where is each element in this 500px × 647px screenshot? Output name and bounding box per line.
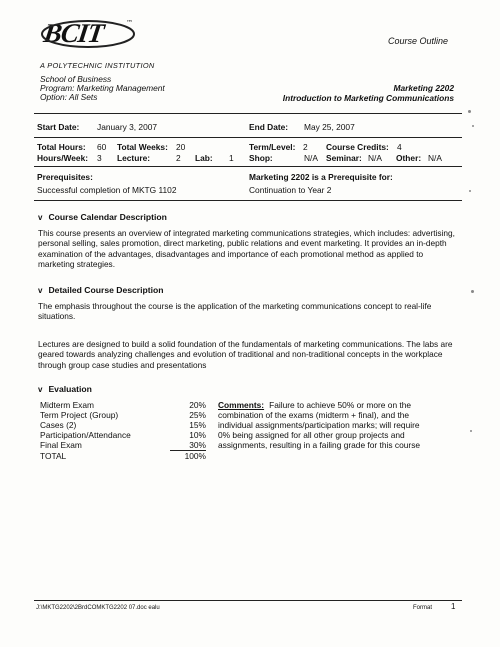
scan-speck [469,190,471,192]
page-number: 1 [451,602,456,611]
school-name: School of Business [40,74,112,84]
detailed-heading [38,285,164,296]
calendar-heading-text: Course Calendar Description [48,212,167,222]
eval-item-name: Cases (2) [40,420,77,430]
total-hours-value: 60 [97,142,107,152]
comments-label: Comments: [218,400,265,410]
other-label: Other: [396,153,422,163]
bcit-logo: BCIT [41,18,106,48]
svg-text:™: ™ [126,19,133,27]
scan-speck [470,430,472,432]
hours-week-label: Hours/Week: [37,153,89,163]
other-value: N/A [428,153,442,163]
eval-item-pct: 20% [189,400,206,410]
footer-format: Format [413,605,433,611]
scan-speck [472,125,474,127]
lab-label: Lab: [195,153,213,163]
eval-item-pct: 30% [170,440,206,451]
bullet-icon: v [38,286,43,295]
prerequisite-for-value: Continuation to Year 2 [249,185,332,195]
course-credits-value: 4 [397,142,402,152]
lab-value: 1 [229,153,234,163]
course-code: Marketing 2202 [393,83,454,93]
course-credits-label: Course Credits: [326,142,389,152]
info-rule-3 [34,200,462,201]
total-weeks-value: 20 [176,142,186,152]
info-rule-2 [34,166,462,167]
lecture-label: Lecture: [117,153,151,163]
seminar-label: Seminar: [326,153,362,163]
info-rule-1 [34,137,462,138]
eval-total-name: TOTAL [40,451,67,461]
evaluation-heading [38,384,92,395]
detailed-paragraph-1: The emphasis throughout the course is the application of the marketing communications concept to real-life situations. [38,301,432,322]
bullet-icon: v [38,213,43,222]
bullet-icon: v [38,385,43,394]
footer-file-path: J:\MKTG2202\2BrdCOMKTG2202 07.doc ealu [36,605,160,611]
eval-item-pct: 15% [189,420,206,430]
comments-line-1 [218,400,411,410]
eval-total-pct: 100% [184,451,206,461]
eval-item-name: Participation/Attendance [40,430,131,440]
doc-type: Course Outline [388,36,449,46]
scan-speck [471,290,474,293]
prerequisites-label: Prerequisites: [37,172,93,182]
eval-item-name: Midterm Exam [40,400,94,410]
comments-line-3: individual assignments/participation marks; will require [218,420,420,430]
lecture-value: 2 [176,153,181,163]
comments-line-5: assignments, resulting in a failing grade for this course [218,440,421,450]
comments-line-4: 0% being assigned for all other group projects and [218,430,405,440]
footer-rule [34,600,462,601]
header-rule [34,113,462,114]
end-date-value: May 25, 2007 [304,122,355,132]
start-date-value: January 3, 2007 [97,122,158,132]
eval-item-name: Final Exam [40,440,82,450]
calendar-description: This course presents an overview of integrated marketing communications strategies, which includes: advertising, personal selling, sales promotion, direct marketing, public relations and event marketing. It provides an in-depth examination of the advantages, disadvantages and importance of each promotional method as applied to marketing strategies. [38,228,455,270]
shop-label: Shop: [249,153,273,163]
eval-item-name: Term Project (Group) [40,410,119,420]
logo-swoosh [40,16,140,52]
total-weeks-label: Total Weeks: [117,142,168,152]
prerequisite-for-label: Marketing 2202 is a Prerequisite for: [249,172,393,182]
hours-week-value: 3 [97,153,102,163]
prerequisites-value: Successful completion of MKTG 1102 [37,185,177,195]
start-date-label: Start Date: [37,122,80,132]
calendar-heading [38,212,167,223]
total-hours-label: Total Hours: [37,142,86,152]
term-level-label: Term/Level: [249,142,296,152]
option-name: Option: All Sets [40,92,98,102]
comments-line-2: combination of the exams (midterm + final), and the [218,410,410,420]
course-title: Introduction to Marketing Communications [282,93,454,103]
evaluation-heading-text: Evaluation [48,384,92,394]
term-level-value: 2 [303,142,308,152]
institution-tagline: A POLYTECHNIC INSTITUTION [40,61,155,70]
shop-value: N/A [304,153,318,163]
comments-text: Failure to achieve 50% or more on the [269,400,412,410]
program-name: Program: Marketing Management [40,83,165,93]
eval-item-pct: 10% [189,430,206,440]
seminar-value: N/A [368,153,382,163]
end-date-label: End Date: [249,122,289,132]
eval-item-pct: 25% [189,410,206,420]
detailed-heading-text: Detailed Course Description [48,285,164,295]
scan-speck [468,110,471,113]
detailed-paragraph-2: Lectures are designed to build a solid foundation of the fundamentals of marketing communications. The labs are geared towards analyzing challenges and evolution of traditional and non-traditional concepts in the workplace through group case studies and presentations [38,339,453,370]
